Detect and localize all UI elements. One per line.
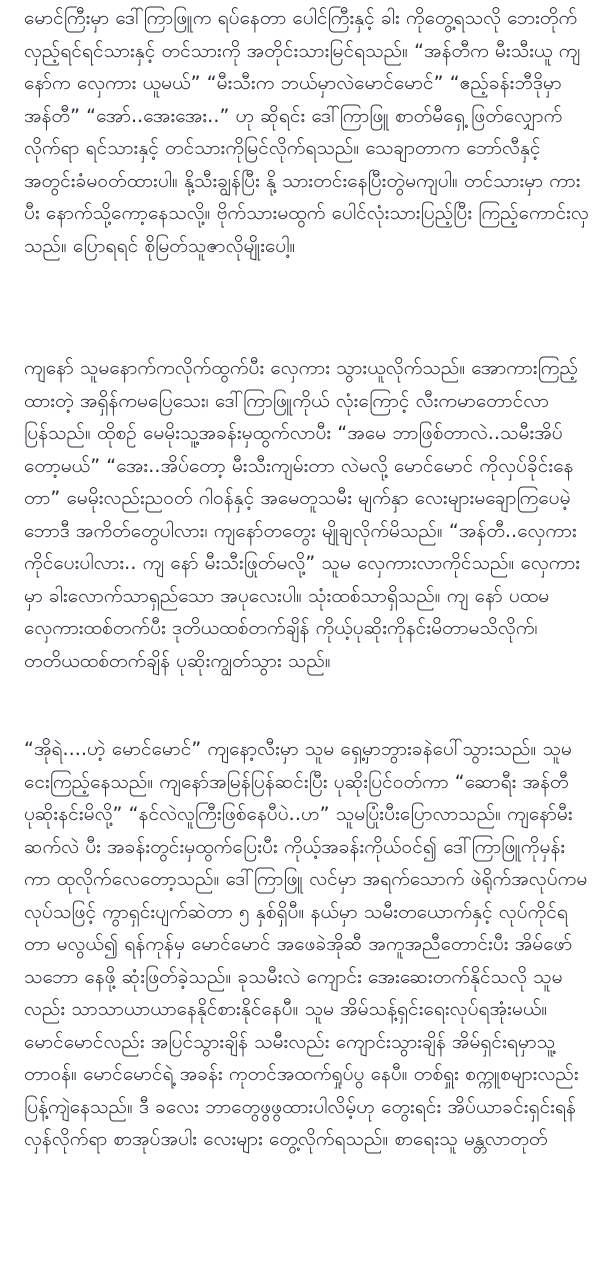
story-paragraph-3: “အိုရဲ....ဟဲ့ မောင်မောင်” ကျနော့လီးမှာ သူမ ရှေ့မှာဘွားခနဲပေါ်သွားသည်။ သူမငေးကြည့်နေသည်။ ကျနော်အမြန်ပြန်ဆင်းပြီး ပုဆိုးပြင်ဝတ်ကာ “ဆောရီး အန်တီ ပုဆိုးနင်းမိလို့” “နင်လဲလူကြီးဖြစ်နေပီပဲ..ဟ” သူမပြုံးပီးပြောလာသည်။ ကျနော်မီးဆက်လဲ ပီး အခန်းတွင်းမှထွက်ပြေးပီး ကိုယ့်အခန်းကိုယ်ဝင်၍ ဒေါ်ကြာဖြူကိုမှန်းကာ ထုလိုက်လေတော့သည်။ ဒေါ်ကြာဖြူ လင်မှာ အရက်သောက် ဖဲရိုက်အလုပ်ကမလုပ်သဖြင့် ကွာရှင်းပျက်ဆဲတာ ၅ နှစ်ရှိပီ။ နယ်မှာ သမီးတယောက်နှင့် လုပ်ကိုင်ရတာ မလွယ်၍ ရန်ကုန်မှ မောင်မောင် အဖေခဲအိုဆီ အကူအညီတောင်းပီး အိမ်ဖော်သဘော နေဖို့ ဆုံးဖြတ်ခဲ့သည်။ ခုသမီးလဲ ကျောင်း အေးဆေးတက်နိုင်သလို သူမလည်း သာသာယာယာနေနိုင်စားနိုင်နေပီ။ သူမ အိမ်သန့်ရှင်းရေးလုပ်ရအုံးမယ်။ မောင်မောင်လည်း အပြင်သွားချိန် သမီးလည်း ကျောင်းသွားချိန် အိမ်ရှင်းရမှာသူ့တာဝန်။ မောင်မောင်ရဲ့ အခန်း ကုတင်အထက်ရှုပ်ပွ နေပီ။ တစ်ရှူး စက္ကူစများလည်း ပြန့်ကျဲနေသည်။ ဒီ ခလေး ဘာတွေဖွဖွထားပါလိမ့်ဟု တွေးရင်း အိပ်ယာခင်းရှင်းရန် လှန်လိုက်ရာ စာအုပ်အပါး လေးများ တွေ့လိုက်ရသည်။ စာရေးသူ မန္တလာတုတ် <box>24 738 588 1150</box>
story-paragraph-2: ကျနော် သူမနောက်ကလိုက်ထွက်ပီး လှေကား သွားယူလိုက်သည်။ အောကားကြည့်ထားတဲ့ အရှိန်ကမပြေသေး၊ ဒေါ်ကြာဖြူကိုယ် လုံးကြောင့် လီးကမာတောင်လာပြန်သည်။ ထိုစဉ် မေမိုးသူ့အခန်းမှထွက်လာပီး “အမေ ဘာဖြစ်တာလဲ..သမီးအိပ်တော့မယ်” “အေး..အိပ်တော့ မီးသီးကျမ်းတာ လဲမလို့ မောင်မောင် ကိုလှပ်ခိုင်းနေတာ” မေမိုးလည်းညဝတ် ဂါဝန်နှင့် အမေတူသမီး မျက်နှာ လေးများမချောကြပေမဲ့ ဘောဒီ အကိတ်တွေပါလား၊ ကျနော်တတွေး မျိုချလိုက်မိသည်။ “အန်တီ..လှေကားကိုင်ပေးပါလား.. ကျ နော် မီးသီးဖြုတ်မလို့” သူမ လှေကားလာကိုင်သည်။ လှေကားမှာ ခါးလောက်သာရှည်သော အပုလေးပါ။ သုံးထစ်သာရှိသည်။ ကျ နော် ပထမလှေကားထစ်တက်ပီး ဒုတိယထစ်တက်ချိန် ကိုယ့်ပုဆိုးကိုနင်းမိတာမသိလိုက်၊ တတိယထစ်တက်ချိန် ပုဆိုးကျွတ်သွား သည်။ <box>24 357 581 672</box>
story-paragraph-1: မောင်ကြီးမှာ ဒေါ်ကြာဖြူက ရပ်နေတာ ပေါင်ကြီးနှင့် ခါး ကိုတွေ့ရသလို ဘေးတိုက်လှည့်ရင်ရင်သားနှင့် တင်သားကို အတိုင်းသားမြင်ရသည်။ “အန်တီက မီးသီးယူ ကျနော်က လှေကား ယူမယ်” “မီးသီးက ဘယ်မှာလဲမောင်မောင်” “ဧည့်ခန်းဘီဒိုမှာ အန်တီ” “အော်..အေးအေး..” ဟု ဆိုရင်း ဒေါ်ကြာဖြူ စာတ်မီရှေ့ ဖြတ်လျှောက်လိုက်ရာ ရင်သားနှင့် တင်သားကိုမြင်လိုက်ရသည်။ သေချာတာက ဘော်လီနှင့်အတွင်းခံမဝတ်ထားပါ။ နို့သီးချွန်ပြီး နို့ သားတင်းနေပြီးတွဲမကျပါ။ တင်သားမှာ ကားပီး နောက်သို့ကော့နေသလို့။ ဗိုက်သားမထွက် ပေါင်လုံးသားပြည့်ပြီး ကြည့်ကောင်းလှ သည်။ ပြောရရင် စိုမြတ်သူဇာလိုမျိုးပေါ့။ <box>24 7 589 257</box>
